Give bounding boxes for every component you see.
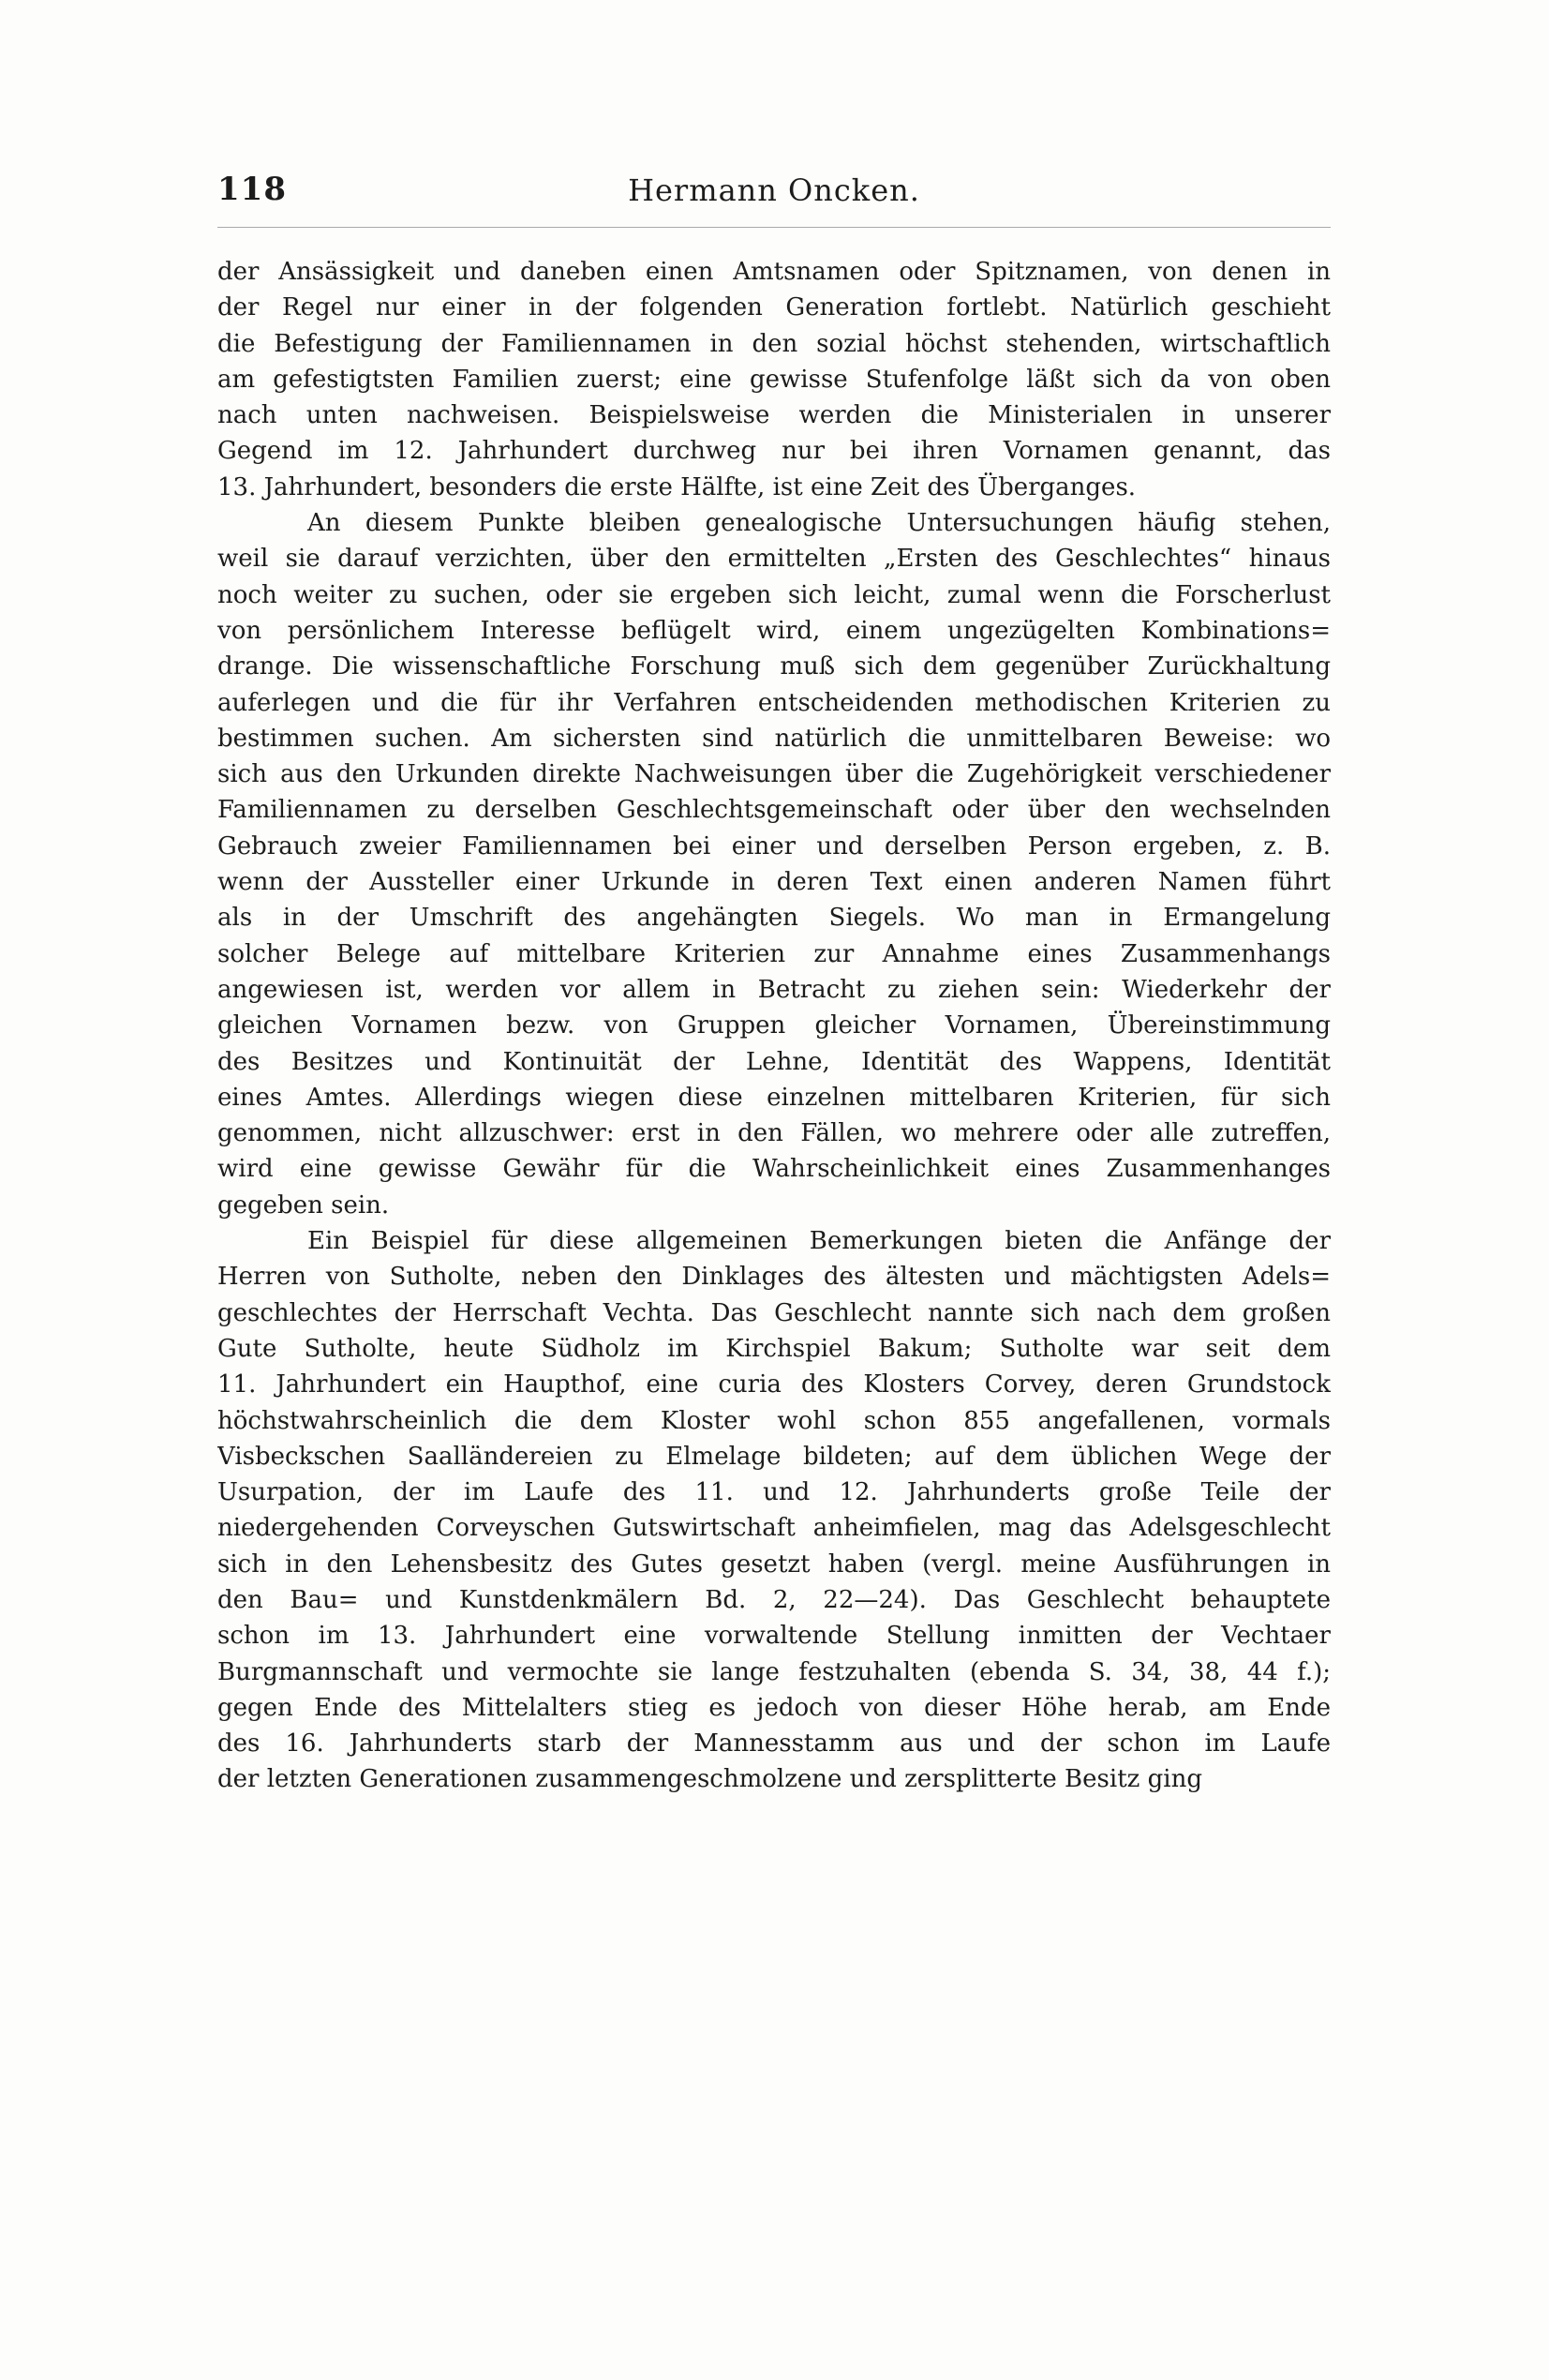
text-line: des 16. Jahrhunderts starb der Mannesstamm aus und der schon im Laufe (217, 1729, 1331, 1759)
text-line: niedergehenden Corveyschen Gutswirtschaft anheimfielen, mag das Adelsgeschlecht (217, 1514, 1331, 1543)
text-line: von persönlichem Interesse beflügelt wird, einem ungezügelten Kombinations= (217, 616, 1331, 645)
text-line: am gefestigtsten Familien zuerst; eine gewisse Stufenfolge läßt sich da von oben (217, 365, 1331, 394)
text-line: Gebrauch zweier Familiennamen bei einer und derselben Person ergeben, z. B. (217, 831, 1331, 861)
text-line: den Bau= und Kunstdenkmälern Bd. 2, 22—24). Das Geschlecht behauptete (217, 1585, 1331, 1614)
text-line: bestimmen suchen. Am sichersten sind natürlich die unmittelbaren Beweise: wo (217, 724, 1331, 753)
page-number: 118 (217, 171, 287, 208)
text-line: weil sie darauf verzichten, über den ermittelten „Ersten des Geschlechtes“ hinaus (217, 545, 1331, 574)
text-line: geschlechtes der Herrschaft Vechta. Das Geschlecht nannte sich nach dem großen (217, 1298, 1331, 1327)
text-line: eines Amtes. Allerdings wiegen diese einzelnen mittelbaren Kriterien, für sich (217, 1083, 1331, 1112)
text-line: solcher Belege auf mittelbare Kriterien zur Annahme eines Zusammenhangs (217, 939, 1331, 968)
text-line: drange. Die wissenschaftliche Forschung muß sich dem gegenüber Zurückhaltung (217, 652, 1331, 681)
text-line: genommen, nicht allzuschwer: erst in den Fällen, wo mehrere oder alle zutreffen, (217, 1119, 1331, 1148)
text-line: angewiesen ist, werden vor allem in Betracht zu ziehen sein: Wiederkehr der (217, 975, 1331, 1004)
text-line: Ein Beispiel für diese allgemeinen Bemerkungen bieten die Anfänge der (307, 1227, 1331, 1256)
text-line: Herren von Sutholte, neben den Dinklages des ältesten und mächtigsten Adels= (217, 1263, 1331, 1292)
text-line: Gute Sutholte, heute Südholz im Kirchspiel Bakum; Sutholte war seit dem (217, 1334, 1331, 1363)
header-rule (217, 227, 1331, 228)
text-line: Familiennamen zu derselben Geschlechtsgemeinschaft oder über den wechselnden (217, 796, 1331, 825)
text-line: 11. Jahrhundert ein Haupthof, eine curia des Klosters Corvey, deren Grundstock (217, 1370, 1331, 1400)
page-header (217, 169, 1331, 221)
text-line: der Ansässigkeit und daneben einen Amtsnamen oder Spitznamen, von denen in (217, 258, 1331, 286)
text-line: gleichen Vornamen bezw. von Gruppen gleicher Vornamen, Übereinstimmung (217, 1011, 1331, 1040)
text-line: 13. Jahrhundert, besonders die erste Hälfte, ist eine Zeit des Überganges. (217, 472, 1137, 501)
text-line: Visbeckschen Saalländereien zu Elmelage bildeten; auf dem üblichen Wege der (217, 1442, 1331, 1471)
text-line: wenn der Aussteller einer Urkunde in deren Text einen anderen Namen führt (217, 868, 1331, 897)
text-line: Burgmannschaft und vermochte sie lange festzuhalten (ebenda S. 34, 38, 44 f.); (217, 1657, 1331, 1686)
text-line: als in der Umschrift des angehängten Siegels. Wo man in Ermangelung (217, 904, 1331, 933)
text-line: noch weiter zu suchen, oder sie ergeben sich leicht, zumal wenn die Forscherlust (217, 580, 1331, 609)
text-line: auferlegen und die für ihr Verfahren entscheidenden methodischen Kriterien zu (217, 688, 1331, 717)
text-line: Gegend im 12. Jahrhundert durchweg nur bei ihren Vornamen genannt, das (217, 437, 1331, 466)
text-line: die Befestigung der Familiennamen in den sozial höchst stehenden, wirtschaftlich (217, 329, 1331, 358)
text-line: der letzten Generationen zusammengeschmolzene und zersplitterte Besitz ging (217, 1765, 1202, 1794)
text-body (217, 254, 1331, 1798)
text-line: sich aus den Urkunden direkte Nachweisungen über die Zugehörigkeit verschiedener (217, 760, 1331, 789)
text-line: sich in den Lehensbesitz des Gutes gesetzt haben (vergl. meine Ausführungen in (217, 1549, 1331, 1579)
text-line: des Besitzes und Kontinuität der Lehne, Identität des Wappens, Identität (217, 1047, 1331, 1076)
text-line: Usurpation, der im Laufe des 11. und 12. Jahrhunderts große Teile der (217, 1478, 1331, 1507)
running-head: Hermann Oncken. (628, 172, 920, 208)
text-line: wird eine gewisse Gewähr für die Wahrscheinlichkeit eines Zusammenhanges (217, 1155, 1331, 1184)
text-line: der Regel nur einer in der folgenden Generation fortlebt. Natürlich geschieht (217, 293, 1331, 322)
text-line: höchstwahrscheinlich die dem Kloster wohl schon 855 angefallenen, vormals (217, 1406, 1331, 1435)
text-line: nach unten nachweisen. Beispielsweise werden die Ministerialen in unserer (217, 401, 1331, 430)
text-line: schon im 13. Jahrhundert eine vorwaltende Stellung inmitten der Vechtaer (217, 1622, 1331, 1651)
text-line: An diesem Punkte bleiben genealogische Untersuchungen häufig stehen, (307, 509, 1331, 538)
text-line: gegeben sein. (217, 1190, 390, 1220)
text-line: gegen Ende des Mittelalters stieg es jedoch von dieser Höhe herab, am Ende (217, 1693, 1331, 1722)
